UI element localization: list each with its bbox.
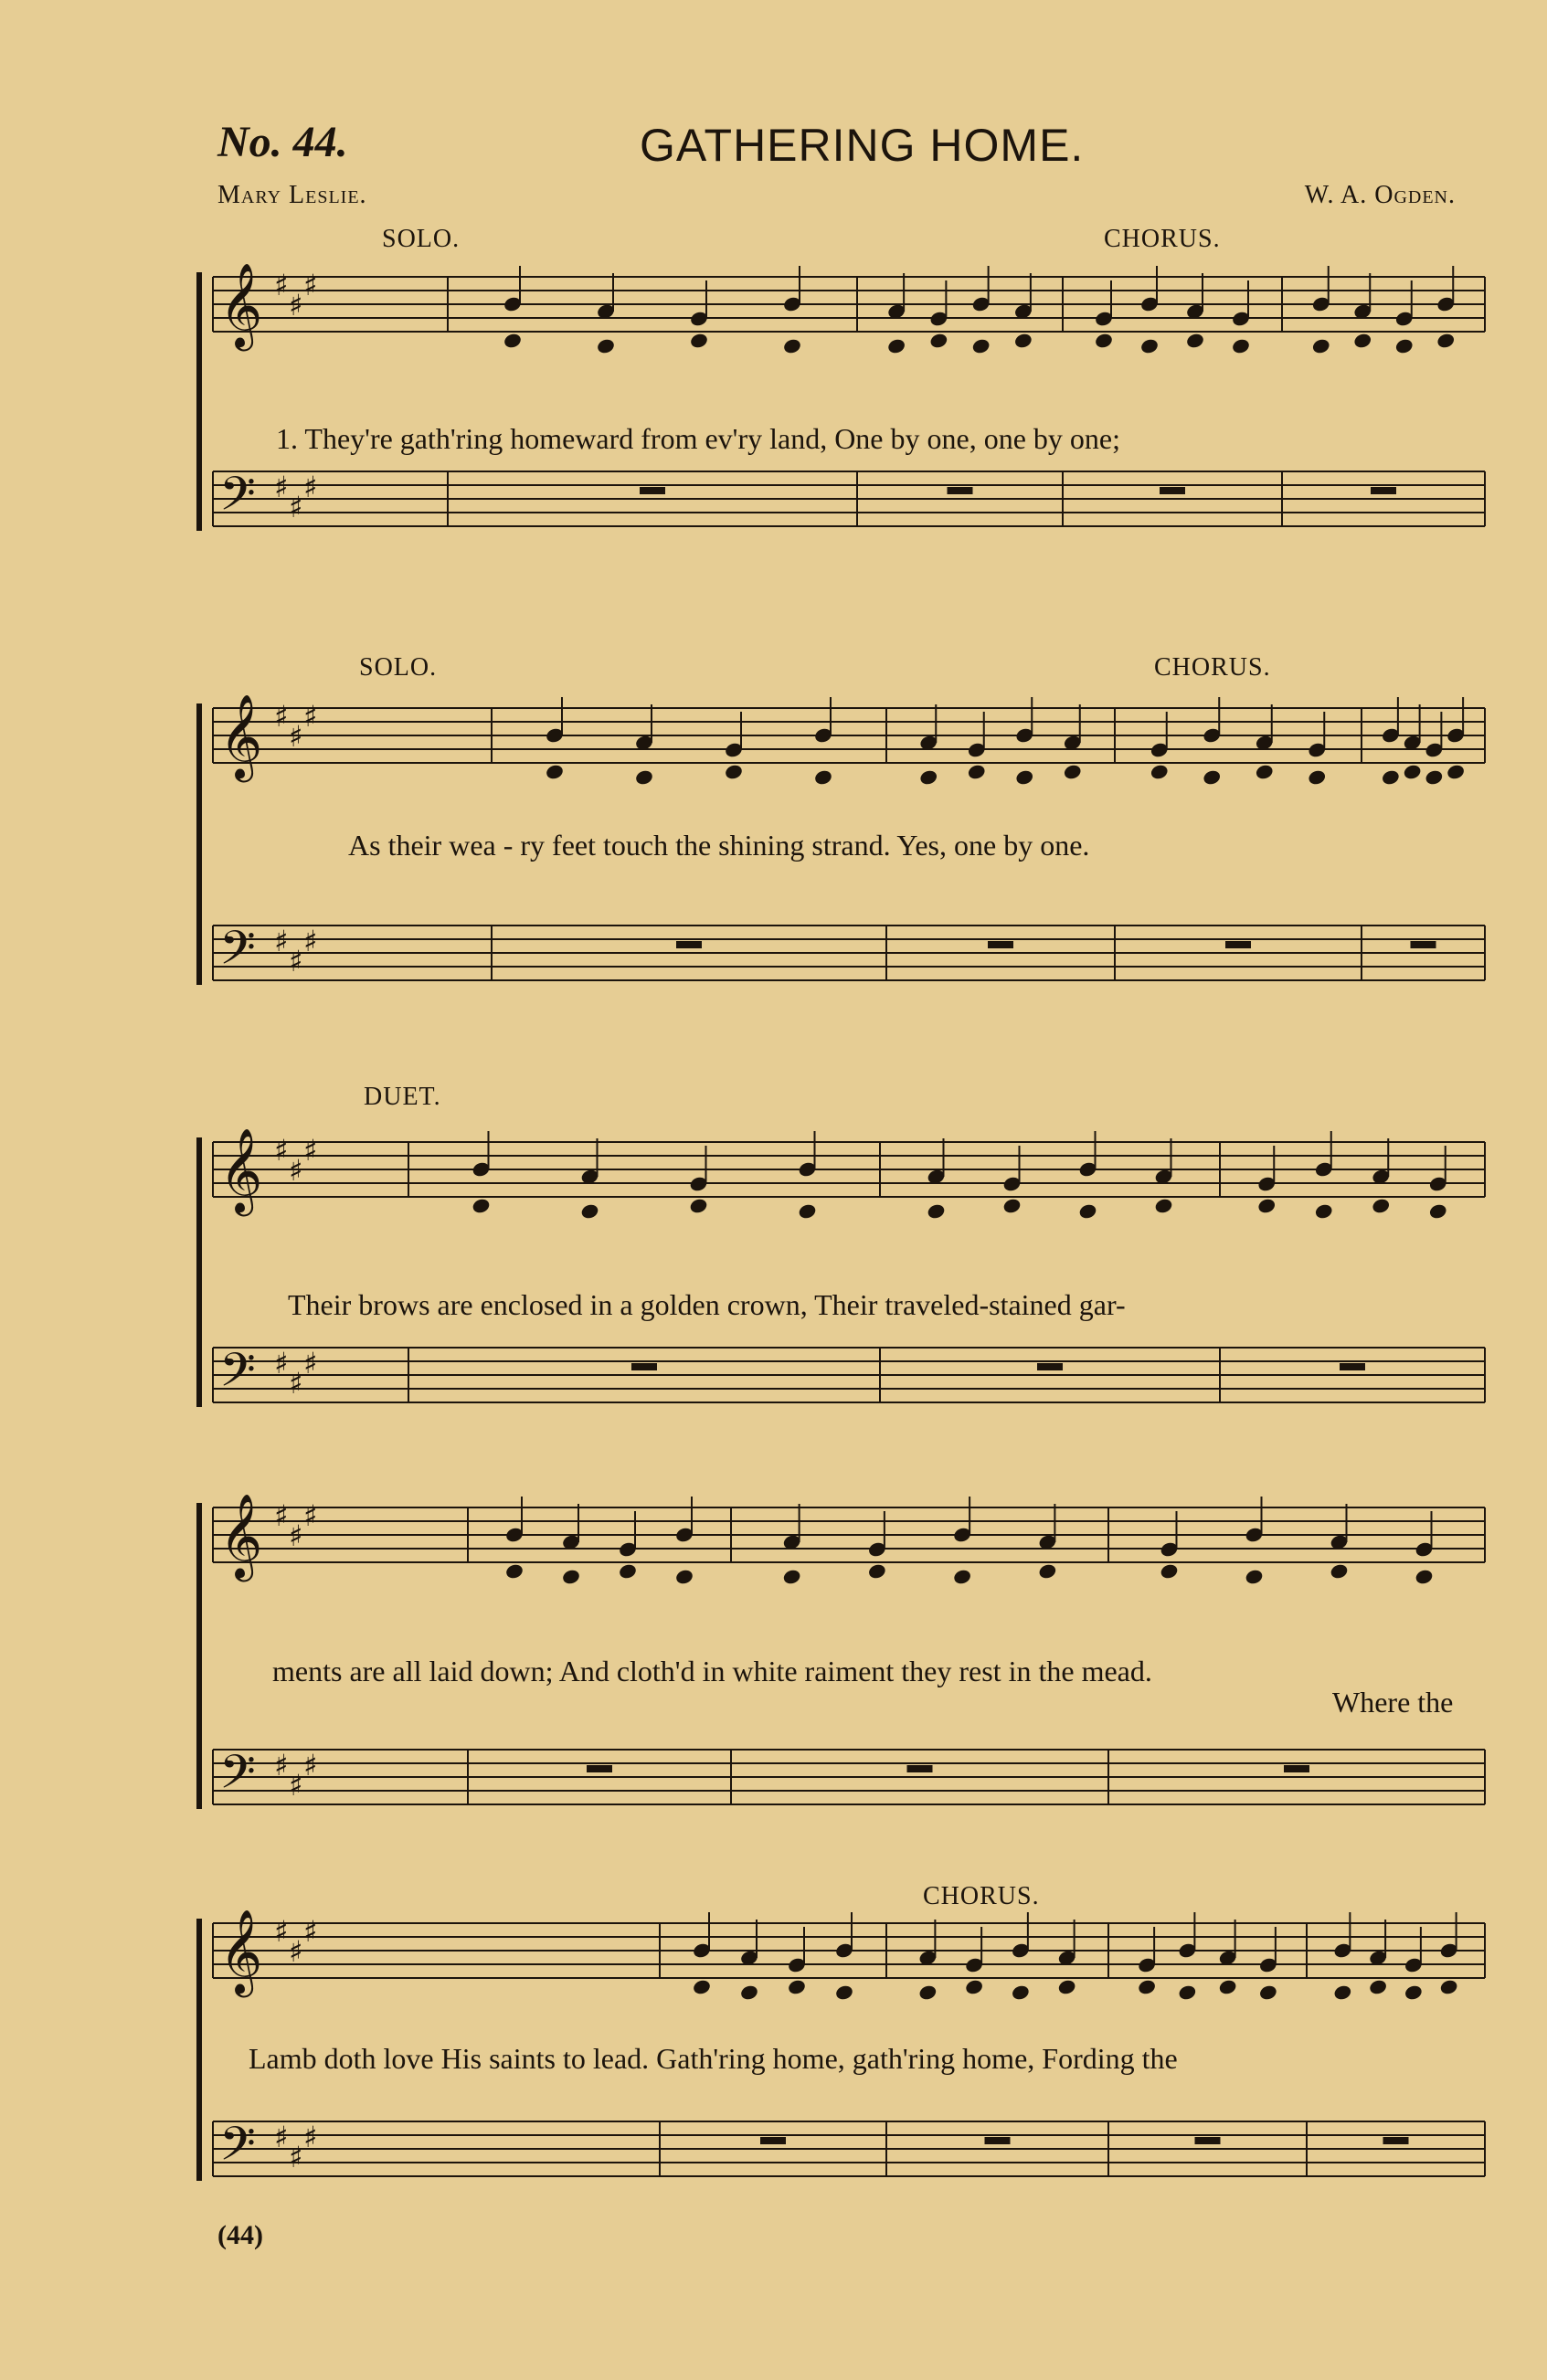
lyricist: Mary Leslie. <box>217 181 367 209</box>
note-head <box>724 763 744 780</box>
note-head <box>1231 337 1251 354</box>
sharp-icon: ♯ <box>289 2140 303 2174</box>
note-head <box>813 768 833 786</box>
note-head <box>1439 1978 1459 1995</box>
note-head <box>918 768 938 786</box>
note-head <box>971 337 991 354</box>
note-head <box>1094 332 1114 349</box>
sharp-icon: ♯ <box>303 1748 318 1782</box>
note-head <box>1057 1978 1077 1995</box>
whole-rest <box>760 2137 786 2144</box>
section-label-chorus: CHORUS. <box>1154 653 1271 682</box>
sharp-icon: ♯ <box>289 490 303 524</box>
whole-rest <box>985 2137 1011 2144</box>
sharp-icon: ♯ <box>274 699 289 734</box>
sharp-icon: ♯ <box>274 1748 289 1782</box>
note-head <box>1063 763 1083 780</box>
note-head <box>1368 1978 1388 1995</box>
note-head <box>787 1978 807 1995</box>
note-head <box>739 1983 759 2001</box>
note-head <box>967 763 987 780</box>
note-head <box>1139 337 1160 354</box>
section-label-chorus: CHORUS. <box>923 1882 1040 1910</box>
sharp-icon: ♯ <box>289 1934 303 1969</box>
note-head <box>1333 1983 1353 2001</box>
sharp-icon: ♯ <box>274 1498 289 1533</box>
sharp-icon: ♯ <box>289 1366 303 1401</box>
bass-clef-icon: 𝄢 <box>219 1744 256 1811</box>
note-head <box>798 1202 818 1220</box>
note-head <box>918 1983 938 2001</box>
note-head <box>689 332 709 349</box>
note-head <box>1428 1202 1448 1220</box>
note-head <box>1137 1978 1157 1995</box>
whole-rest <box>1371 487 1396 494</box>
sharp-icon: ♯ <box>289 944 303 978</box>
note-head <box>1394 337 1415 354</box>
lyric-line: Lamb doth love His saints to lead. Gath'ring home, gath'ring home, Fording the <box>249 2042 1178 2075</box>
whole-rest <box>1160 487 1185 494</box>
lyric-line: 1. They're gath'ring homeward from ev'ry land, One by one, one by one; <box>276 422 1120 455</box>
bass-clef-icon: 𝄢 <box>219 2116 256 2183</box>
note-head <box>1330 1562 1350 1580</box>
sharp-icon: ♯ <box>274 470 289 504</box>
sharp-icon: ♯ <box>274 1914 289 1949</box>
note-head <box>1403 763 1423 780</box>
note-head <box>782 337 802 354</box>
note-head <box>1160 1562 1180 1580</box>
sharp-icon: ♯ <box>303 1498 318 1533</box>
page-number: (44) <box>217 2220 263 2250</box>
note-head <box>1425 768 1445 786</box>
note-head <box>1381 768 1401 786</box>
note-head <box>1154 1197 1174 1214</box>
note-head <box>1185 332 1205 349</box>
whole-rest <box>1383 2137 1409 2144</box>
note-head <box>1202 768 1222 786</box>
note-head <box>618 1562 638 1580</box>
composer: W. A. Ogden. <box>1304 181 1456 209</box>
note-head <box>1255 763 1275 780</box>
note-head <box>689 1197 709 1214</box>
note-head <box>1011 1983 1031 2001</box>
note-head <box>674 1568 694 1585</box>
note-head <box>1436 332 1456 349</box>
sharp-icon: ♯ <box>289 288 303 323</box>
sharp-icon: ♯ <box>303 924 318 958</box>
sharp-icon: ♯ <box>303 2120 318 2154</box>
note-head <box>1038 1562 1058 1580</box>
note-head <box>964 1978 984 1995</box>
whole-rest <box>631 1363 657 1370</box>
note-head <box>634 768 654 786</box>
note-head <box>504 1562 524 1580</box>
sharp-icon: ♯ <box>303 268 318 302</box>
note-head <box>1256 1197 1277 1214</box>
whole-rest <box>1225 941 1251 948</box>
note-head <box>1446 763 1466 780</box>
sharp-icon: ♯ <box>274 2120 289 2154</box>
lyric-continuation: Where the <box>1332 1686 1454 1719</box>
lyric-line: As their wea - ry feet touch the shining strand. Yes, one by one. <box>348 829 1090 862</box>
note-head <box>782 1568 802 1585</box>
sharp-icon: ♯ <box>303 1133 318 1168</box>
sharp-icon: ♯ <box>303 1914 318 1949</box>
sharp-icon: ♯ <box>289 1518 303 1553</box>
sharp-icon: ♯ <box>289 1153 303 1188</box>
note-head <box>561 1568 581 1585</box>
whole-rest <box>1195 2137 1221 2144</box>
treble-clef-icon: 𝄞 <box>219 1909 263 1994</box>
note-head <box>1371 1197 1391 1214</box>
note-head <box>596 337 616 354</box>
note-head <box>1218 1978 1238 1995</box>
whole-rest <box>948 487 973 494</box>
treble-clef-icon: 𝄞 <box>219 1493 263 1578</box>
note-head <box>1014 768 1034 786</box>
whole-rest <box>907 1765 933 1772</box>
note-head <box>1013 332 1033 349</box>
whole-rest <box>640 487 665 494</box>
note-head <box>472 1197 492 1214</box>
note-head <box>1352 332 1372 349</box>
note-head <box>927 1202 947 1220</box>
note-head <box>929 332 949 349</box>
note-head <box>1178 1983 1198 2001</box>
note-head <box>1245 1568 1265 1585</box>
lyric-line: Their brows are enclosed in a golden crown, Their traveled-stained gar- <box>288 1288 1126 1321</box>
note-head <box>1258 1983 1278 2001</box>
bass-clef-icon: 𝄢 <box>219 920 256 987</box>
note-head <box>503 332 523 349</box>
note-head <box>1078 1202 1098 1220</box>
treble-clef-icon: 𝄞 <box>219 1127 263 1212</box>
section-label-solo: SOLO. <box>359 653 438 682</box>
section-label-duet: DUET. <box>364 1083 441 1111</box>
hymn-number: No. 44. <box>217 118 348 166</box>
note-head <box>1150 763 1170 780</box>
sharp-icon: ♯ <box>274 1133 289 1168</box>
note-head <box>1415 1568 1435 1585</box>
whole-rest <box>587 1765 612 1772</box>
sharp-icon: ♯ <box>274 268 289 302</box>
sharp-icon: ♯ <box>289 1768 303 1803</box>
whole-rest <box>1037 1363 1063 1370</box>
note-head <box>952 1568 972 1585</box>
lyric-line: ments are all laid down; And cloth'd in white raiment they rest in the mead. <box>272 1655 1152 1687</box>
note-head <box>1314 1202 1334 1220</box>
sharp-icon: ♯ <box>289 719 303 754</box>
whole-rest <box>676 941 702 948</box>
note-head <box>1002 1197 1023 1214</box>
treble-clef-icon: 𝄞 <box>219 693 263 778</box>
sharp-icon: ♯ <box>303 470 318 504</box>
section-label-solo: SOLO. <box>382 225 461 253</box>
sharp-icon: ♯ <box>274 1346 289 1380</box>
whole-rest <box>988 941 1013 948</box>
note-head <box>580 1202 600 1220</box>
note-head <box>834 1983 854 2001</box>
sharp-icon: ♯ <box>303 1346 318 1380</box>
note-head <box>692 1978 712 1995</box>
note-head <box>1311 337 1331 354</box>
note-head <box>1404 1983 1424 2001</box>
note-head <box>886 337 906 354</box>
bass-clef-icon: 𝄢 <box>219 1342 256 1409</box>
whole-rest <box>1284 1765 1309 1772</box>
whole-rest <box>1340 1363 1365 1370</box>
sharp-icon: ♯ <box>274 924 289 958</box>
bass-clef-icon: 𝄢 <box>219 466 256 533</box>
note-head <box>1307 768 1327 786</box>
treble-clef-icon: 𝄞 <box>219 262 263 347</box>
note-head <box>545 763 565 780</box>
hymn-title: GATHERING HOME. <box>640 120 1085 171</box>
whole-rest <box>1411 941 1436 948</box>
note-head <box>867 1562 887 1580</box>
sharp-icon: ♯ <box>303 699 318 734</box>
section-label-chorus: CHORUS. <box>1104 225 1221 253</box>
